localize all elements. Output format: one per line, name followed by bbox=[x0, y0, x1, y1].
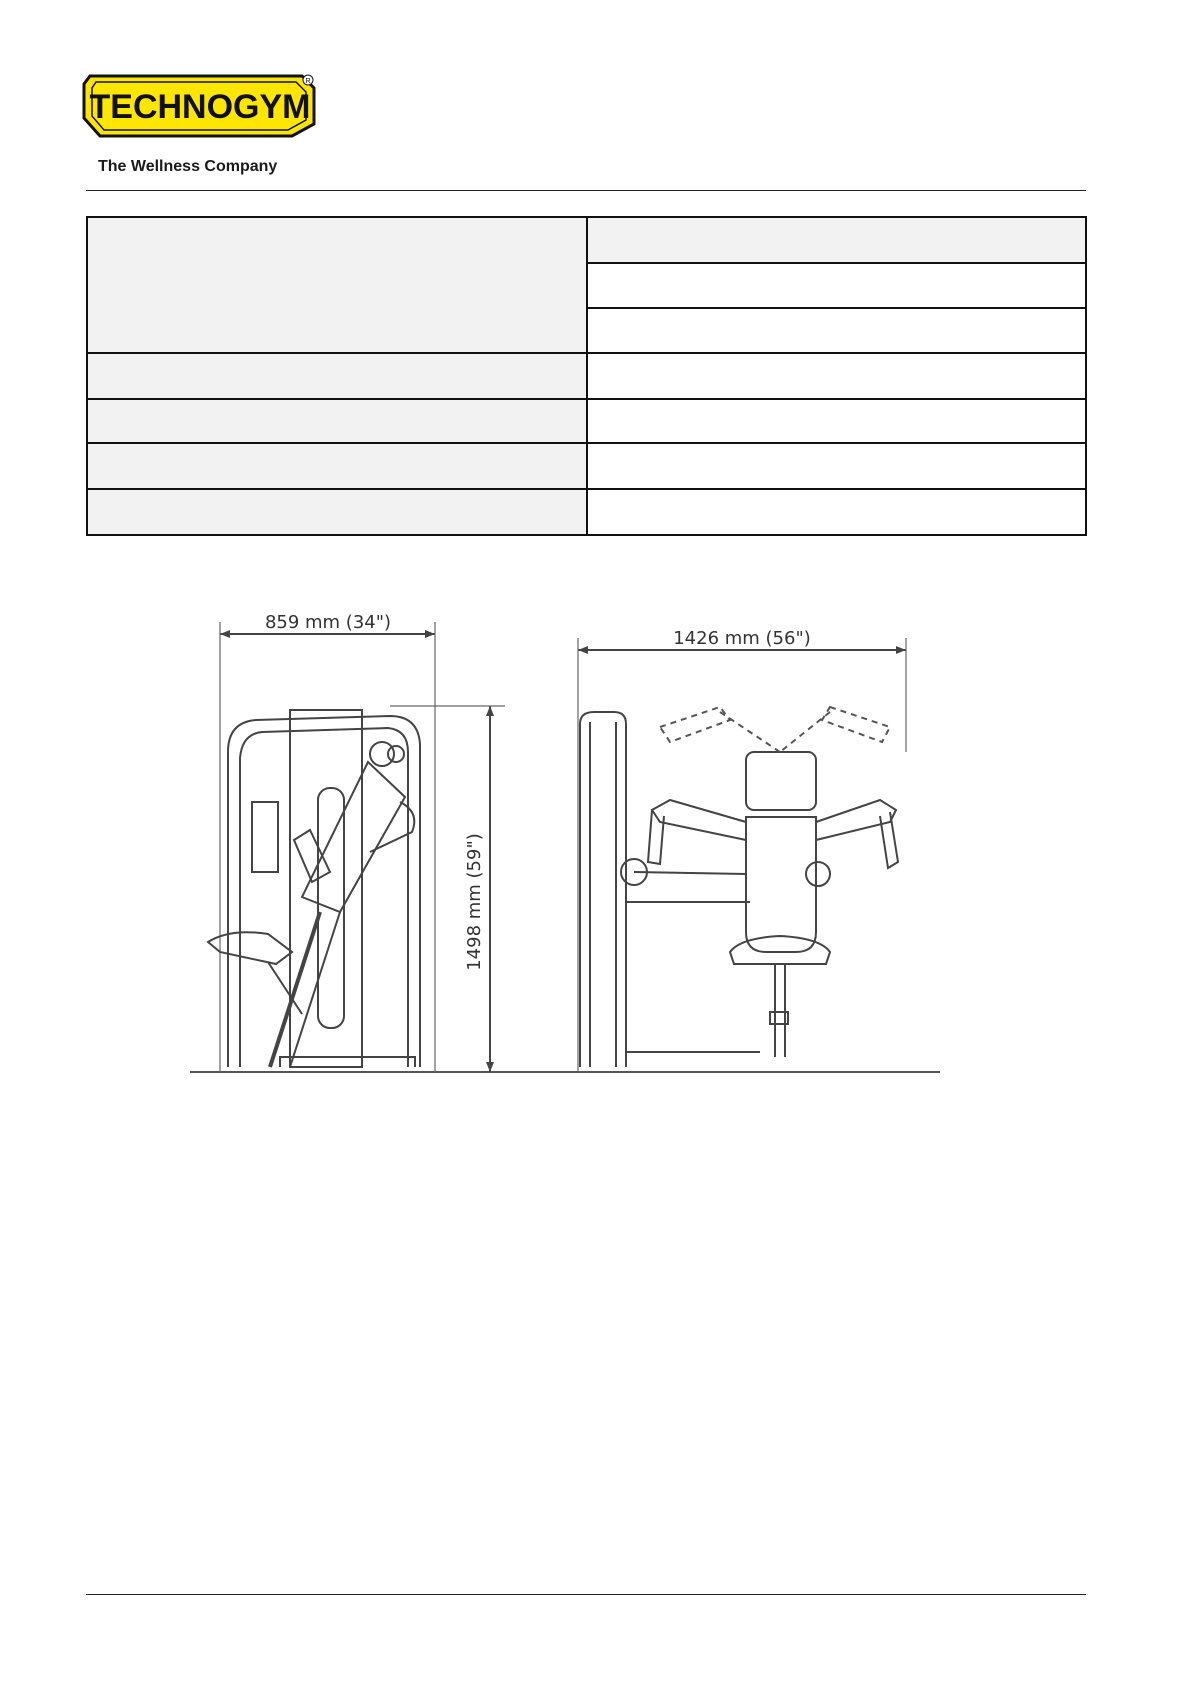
brand-text: TECHNOGYM bbox=[89, 88, 311, 126]
height-label: 1498 mm (59") bbox=[464, 833, 485, 971]
table-cell bbox=[87, 489, 587, 535]
specification-table bbox=[86, 216, 1087, 536]
table-cell bbox=[87, 217, 587, 353]
tagline: The Wellness Company bbox=[98, 158, 278, 175]
header-divider bbox=[86, 190, 1086, 191]
table-cell bbox=[587, 443, 1086, 489]
front-width-label: 1426 mm (56") bbox=[673, 628, 811, 649]
table-cell bbox=[587, 489, 1086, 535]
table-cell bbox=[587, 308, 1086, 353]
table-cell bbox=[587, 399, 1086, 443]
side-view bbox=[208, 612, 505, 1072]
table-cell bbox=[87, 353, 587, 399]
footer-divider bbox=[86, 1594, 1086, 1595]
table-cell bbox=[587, 353, 1086, 399]
side-depth-label: 859 mm (34") bbox=[264, 612, 392, 633]
machine-dimension-drawing bbox=[190, 612, 960, 1082]
front-view bbox=[578, 628, 906, 1072]
table-cell bbox=[87, 399, 587, 443]
table-cell bbox=[587, 263, 1086, 308]
svg-text:R: R bbox=[305, 78, 311, 85]
technogym-logo bbox=[82, 72, 322, 142]
table-cell bbox=[587, 217, 1086, 263]
table-cell bbox=[87, 443, 587, 489]
